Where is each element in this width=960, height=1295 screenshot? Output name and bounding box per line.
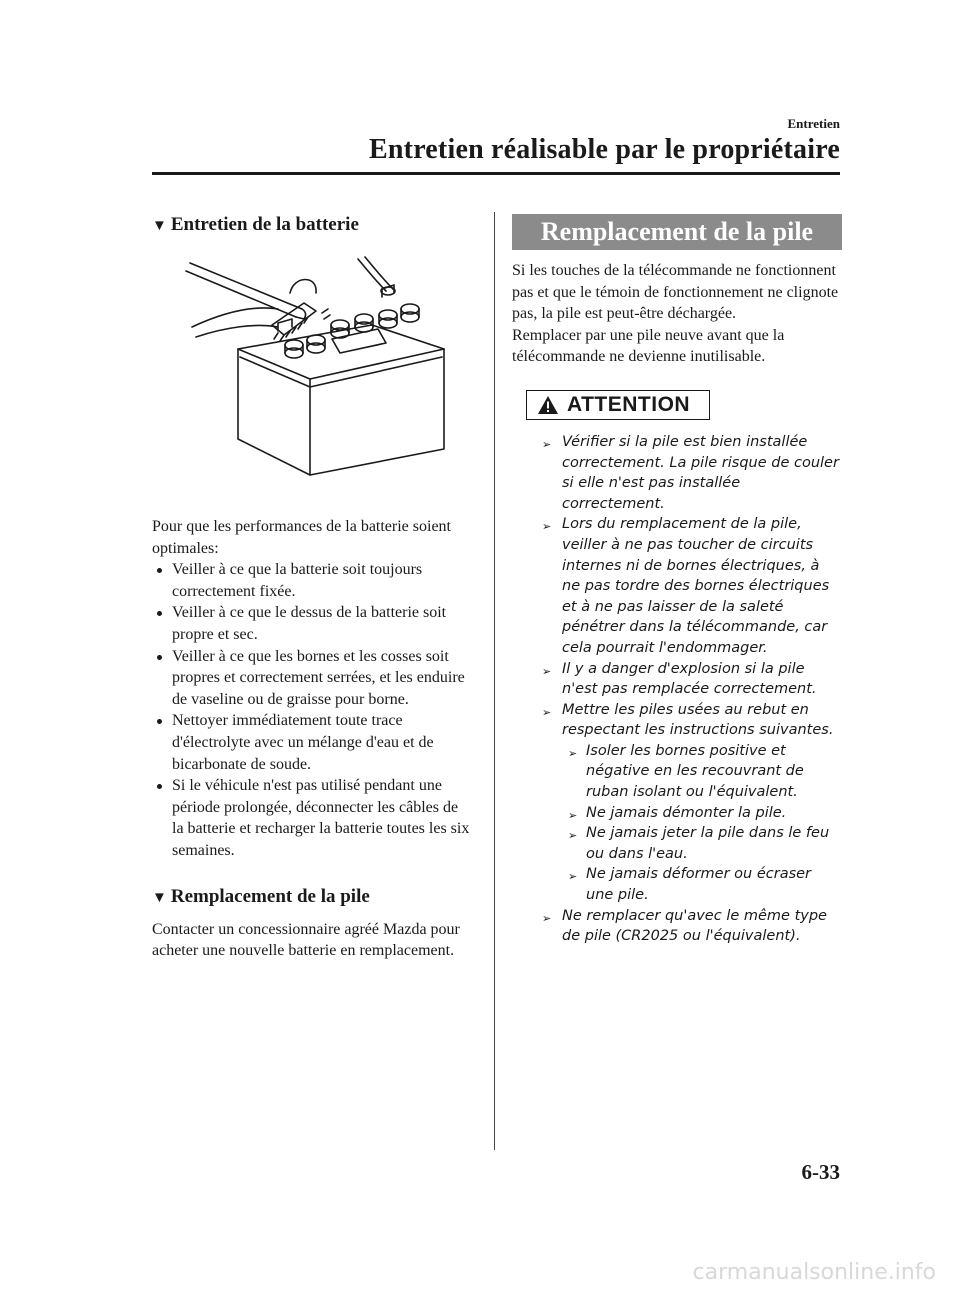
battery-maintenance-heading: ▼ Entretien de la batterie [152,214,359,235]
header-rule [152,172,840,175]
page-title: Entretien réalisable par le propriétaire [369,134,840,165]
arrow-bullet-icon: ➢ [542,705,552,719]
arrow-bullet-icon: ➢ [542,664,552,678]
page-number: 6-33 [801,1160,840,1184]
list-item: ➢ Il y a danger d'explosion si la pile n'est pas remplacée correctement. [542,660,817,698]
arrow-bullet-icon: ➢ [542,911,552,925]
list-item: Nettoyer immédiatement toute trace d'électrolyte avec un mélange d'eau et de bicarbonate de soude. [152,710,472,775]
triangle-down-icon: ▼ [152,889,167,906]
battery-intro: Pour que les performances de la batterie soient optimales: [152,518,451,557]
warning-triangle-icon [537,395,559,415]
arrow-bullet-icon: ➢ [568,746,578,760]
remote-battery-text-2: Remplacer par une pile neuve avant que la télécommande ne devienne inutilisable. [512,326,785,366]
list-item: Veiller à ce que la batterie soit toujours correctement fixée. [152,559,472,602]
disposal-sub-list [562,741,842,906]
arrow-bullet-icon: ➢ [568,829,578,843]
bullet-icon [157,655,162,660]
list-item: ➢ Vérifier si la pile est bien installée correctement. La pile risque de couler si elle n'est pas installée correctement. [542,433,839,512]
list-item: ➢ Ne remplacer qu'avec le même type de pile (CR2025 ou l'équivalent). [542,907,827,945]
column-divider [494,212,495,1150]
list-item: Si le véhicule n'est pas utilisé pendant une période prolongée, déconnecter les câbles de la batterie et recharger la batterie toutes les six semaines. [152,775,472,861]
list-item: ➢ Lors du remplacement de la pile, veiller à ne pas toucher de circuits internes ni de bornes électriques, à ne pas tordre des bornes électriques et à ne pas laisser de la saleté pénétrer dans la télécommande, car cela pourrait l'endommager. [542,516,830,656]
list-item: Veiller à ce que le dessus de la batterie soit propre et sec. [152,602,472,645]
sub-list-item: ➢ Ne jamais jeter la pile dans le feu ou dans l'eau. [568,825,830,862]
section-title-bar: Remplacement de la pile [512,214,842,250]
list-item: ➢ Mettre les piles usées au rebut en respectant les instructions suivantes. ➢ Isoler les bornes positive et négative en les recouvrant de ruban isolant ou l'équivalent. ➢ Ne jamais démonter la pile. ➢ Ne jamais jeter la pile dans le feu ou dans l'eau. ➢ Ne jamais déformer ou écraser une pile. [512,700,842,906]
list-item: Veiller à ce que les bornes et les cosses soit propres et correctement serrées, et les enduire de vaseline ou de graisse pour borne. [152,646,472,711]
bullet-icon [157,611,162,616]
watermark-link[interactable]: carmanualsonline.info [692,1260,936,1285]
battery-replacement-heading: ▼ Remplacement de la pile [152,885,370,907]
arrow-bullet-icon: ➢ [568,870,578,884]
arrow-bullet-icon: ➢ [542,520,552,534]
header-section-label: Entretien [787,116,840,131]
remote-battery-text: Si les touches de la télécommande ne fonctionnent pas et que le témoin de fonctionnement ne clignote pas, la pile est peut-être déchargée. [512,262,839,323]
sub-list-item: ➢ Ne jamais déformer ou écraser une pile. [568,866,812,904]
left-column [152,212,472,962]
sub-list-item: ➢ Isoler les bornes positive et négative en les recouvrant de ruban isolant ou l'équivalent. [568,742,804,801]
bullet-icon [157,568,162,573]
right-column [512,214,842,947]
arrow-bullet-icon: ➢ [542,437,552,451]
caution-list [512,432,842,947]
sub-list-item: ➢ Ne jamais démonter la pile. [562,803,842,824]
bullet-icon [157,719,162,724]
battery-tips-list [152,559,472,861]
arrow-bullet-icon: ➢ [568,808,578,822]
caution-label-box [526,390,710,420]
caution-label: ATTENTION [567,392,691,416]
battery-cleaning-illustration [182,253,472,481]
triangle-down-icon: ▼ [152,218,167,234]
bullet-icon [157,784,162,789]
battery-replacement-text: Contacter un concessionnaire agréé Mazda pour acheter une nouvelle batterie en remplacement. [152,920,460,960]
